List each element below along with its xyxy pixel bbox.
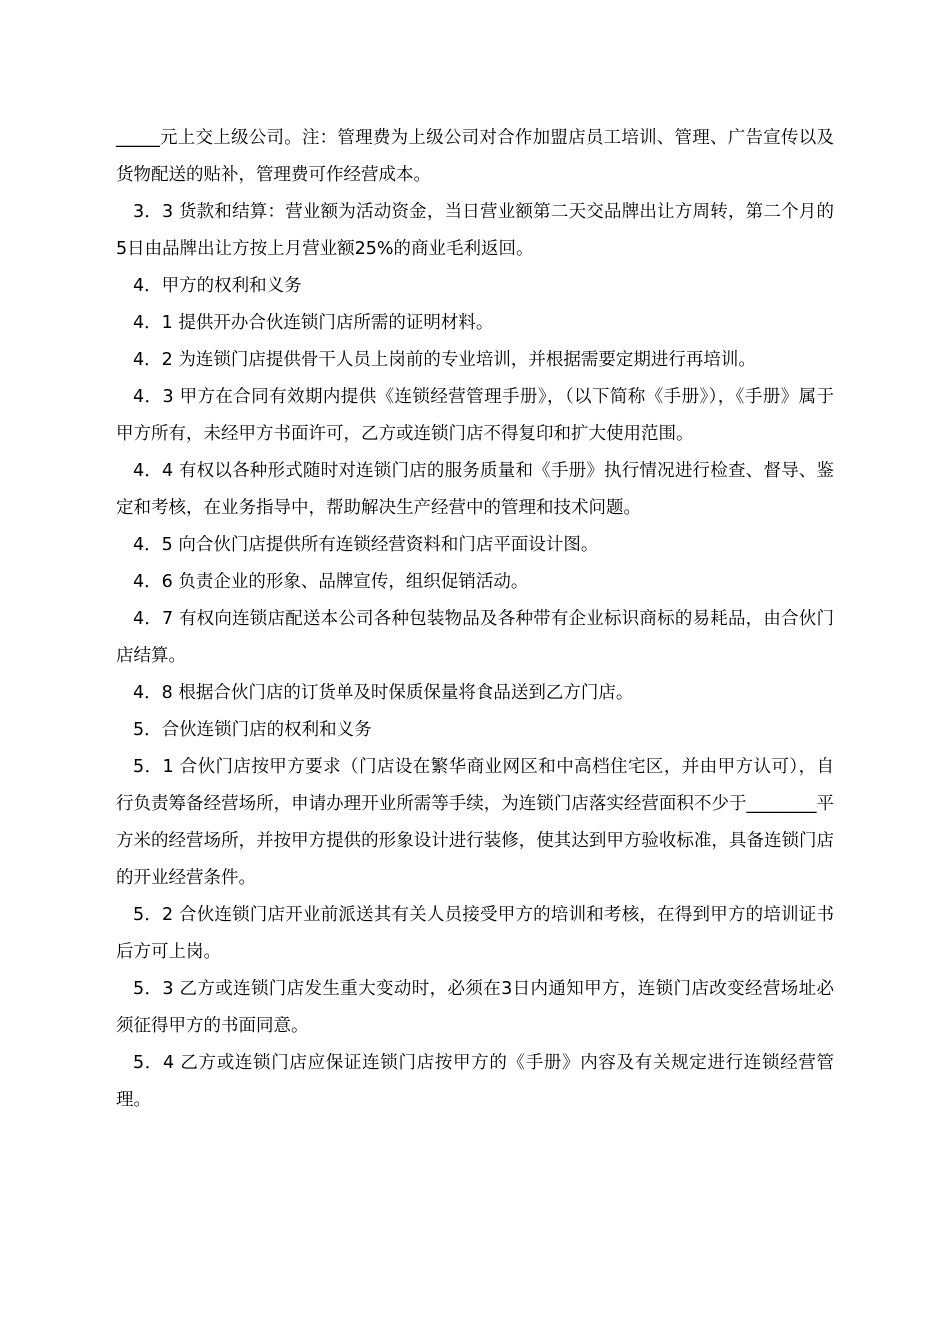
paragraph-4-7: 4．7 有权向连锁店配送本公司各种包装物品及各种带有企业标识商标的易耗品，由合伙门店结算。 bbox=[116, 609, 834, 666]
paragraph-4-2: 4．2 为连锁门店提供骨干人员上岗前的专业培训，并根据需要定期进行再培训。 bbox=[133, 350, 756, 370]
document-page bbox=[116, 120, 834, 1119]
heading-section-4: 4．甲方的权利和义务 bbox=[133, 276, 302, 296]
paragraph-4-5: 4．5 向合伙门店提供所有连锁经营资料和门店平面设计图。 bbox=[133, 535, 599, 555]
paragraph-4-8: 4．8 根据合伙门店的订货单及时保质保量将食品送到乙方门店。 bbox=[133, 683, 634, 703]
paragraph-4-3: 4．3 甲方在合同有效期内提供《连锁经营管理手册》，（以下简称《手册》），《手册》属于甲方所有，未经甲方书面许可，乙方或连锁门店不得复印和扩大使用范围。 bbox=[116, 387, 834, 444]
paragraph-4-1: 4．1 提供开办合伙连锁门店所需的证明材料。 bbox=[133, 313, 494, 333]
paragraph-5-1: 5．1 合伙门店按甲方要求（门店设在繁华商业网区和中高档住宅区，并由甲方认可），自行负责筹备经营场所，申请办理开业所需等手续，为连锁门店落实经营面积不少于________平方米的经营场所，并按甲方提供的形象设计进行装修，使其达到甲方验收标准，具备连锁门店的开业经营条件。 bbox=[116, 757, 834, 888]
paragraph-management-fee: _____元上交上级公司。注：管理费为上级公司对合作加盟店员工培训、管理、广告宣传以及货物配送的贴补，管理费可作经营成本。 bbox=[116, 128, 834, 185]
paragraph-3-3: 3．3 货款和结算：营业额为活动资金，当日营业额第二天交品牌出让方周转，第二个月的5日由品牌出让方按上月营业额25%的商业毛利返回。 bbox=[116, 202, 834, 259]
heading-section-5: 5．合伙连锁门店的权利和义务 bbox=[133, 720, 372, 740]
paragraph-5-2: 5．2 合伙连锁门店开业前派送其有关人员接受甲方的培训和考核，在得到甲方的培训证书后方可上岗。 bbox=[116, 905, 834, 962]
paragraph-4-6: 4．6 负责企业的形象、品牌宣传，组织促销活动。 bbox=[133, 572, 529, 592]
paragraph-5-4: 5．4 乙方或连锁门店应保证连锁门店按甲方的《手册》内容及有关规定进行连锁经营管理。 bbox=[116, 1053, 834, 1110]
paragraph-4-4: 4．4 有权以各种形式随时对连锁门店的服务质量和《手册》执行情况进行检查、督导、鉴定和考核，在业务指导中，帮助解决生产经营中的管理和技术问题。 bbox=[116, 461, 834, 518]
paragraph-5-3: 5．3 乙方或连锁门店发生重大变动时，必须在3日内通知甲方，连锁门店改变经营场址必须征得甲方的书面同意。 bbox=[116, 979, 834, 1036]
